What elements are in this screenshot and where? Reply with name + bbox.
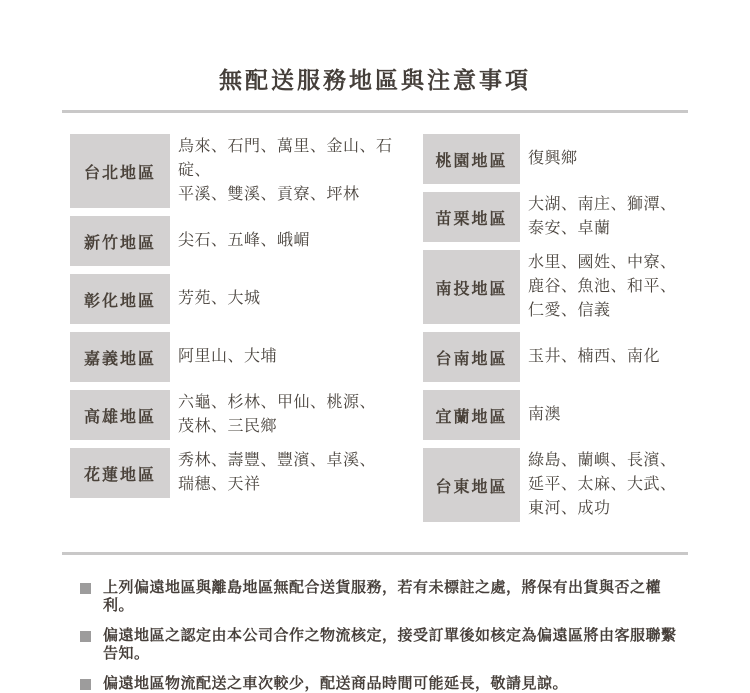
note-bullet-square-icon [80, 679, 91, 690]
note-text: 偏遠地區物流配送之車次較少，配送商品時間可能延長，敬請見諒。 [103, 675, 569, 692]
region-row-changhua [70, 274, 423, 324]
region-label: 嘉義地區 [70, 332, 170, 382]
region-row-taipei [70, 134, 423, 208]
region-label: 台北地區 [70, 134, 170, 208]
region-row-tainan [423, 332, 690, 382]
region-areas: 南澳 [528, 406, 562, 423]
note-bullet-square-icon [80, 583, 91, 594]
region-tables [70, 134, 690, 530]
region-areas: 阿里山、大埔 [178, 348, 278, 365]
region-row-taoyuan [423, 134, 690, 184]
region-label: 台南地區 [423, 332, 520, 382]
note-item [80, 675, 690, 693]
notes-list [80, 579, 690, 693]
region-areas: 綠島、蘭嶼、長濱、 延平、太麻、大武、 東河、成功 [528, 452, 677, 517]
region-label: 南投地區 [423, 250, 520, 324]
note-bullet-square-icon [80, 631, 91, 642]
region-areas: 復興鄉 [528, 150, 578, 167]
region-label: 新竹地區 [70, 216, 170, 266]
note-item [80, 579, 690, 615]
region-label: 花蓮地區 [70, 448, 170, 498]
region-row-taitung [423, 448, 690, 522]
note-item [80, 627, 690, 663]
region-label: 高雄地區 [70, 390, 170, 440]
region-row-hsinchu [70, 216, 423, 266]
region-label: 苗栗地區 [423, 192, 520, 242]
note-text: 上列偏遠地區與離島地區無配合送貨服務，若有未標註之處，將保有出貨與否之權利。 [103, 579, 662, 614]
region-row-yilan [423, 390, 690, 440]
region-table-left [70, 134, 423, 530]
region-areas: 芳苑、大城 [178, 290, 261, 307]
notes-divider [62, 552, 688, 555]
region-label: 台東地區 [423, 448, 520, 522]
region-label: 宜蘭地區 [423, 390, 520, 440]
region-areas: 秀林、壽豐、豐濱、卓溪、 瑞穗、天祥 [178, 452, 377, 493]
region-row-hualien [70, 448, 423, 498]
title-divider [62, 110, 688, 113]
region-areas: 玉井、楠西、南化 [528, 348, 661, 365]
region-row-chiayi [70, 332, 423, 382]
page-title: 無配送服務地區與注意事項 [219, 67, 531, 93]
region-label: 桃園地區 [423, 134, 520, 184]
region-row-nantou [423, 250, 690, 324]
region-areas: 烏來、石門、萬里、金山、石碇、 平溪、雙溪、貢寮、坪林 [178, 138, 393, 203]
region-row-kaohsiung [70, 390, 423, 440]
region-row-miaoli [423, 192, 690, 242]
region-areas: 水里、國姓、中寮、 鹿谷、魚池、和平、 仁愛、信義 [528, 254, 677, 319]
region-areas: 六龜、杉林、甲仙、桃源、 茂林、三民鄉 [178, 394, 377, 435]
region-areas: 尖石、五峰、峨嵋 [178, 232, 311, 249]
region-table-right [423, 134, 690, 530]
note-text: 偏遠地區之認定由本公司合作之物流核定，接受訂單後如核定為偏遠區將由客服聯繫告知。 [103, 627, 677, 662]
region-areas: 大湖、南庄、獅潭、 泰安、卓蘭 [528, 196, 677, 237]
region-label: 彰化地區 [70, 274, 170, 324]
